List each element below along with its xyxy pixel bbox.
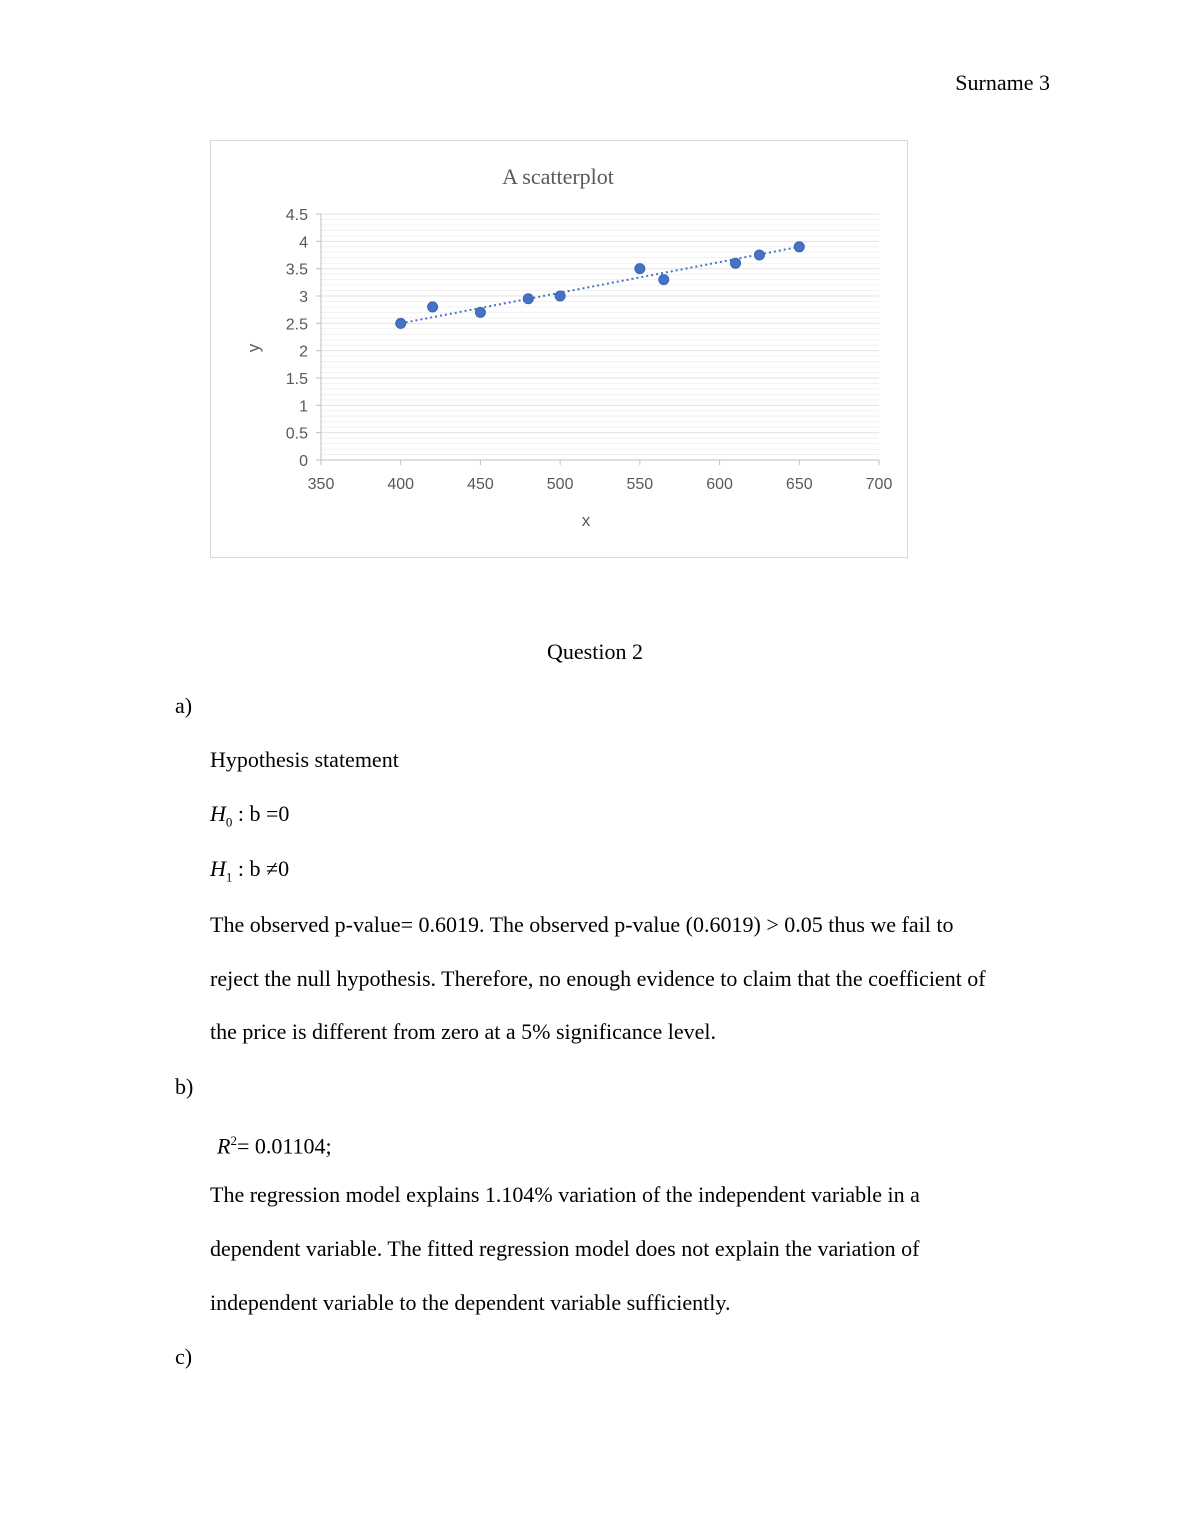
- x-tick-label: 600: [706, 476, 733, 493]
- alt-hypothesis: [210, 842, 289, 904]
- h0-text: : b =0: [232, 801, 290, 826]
- y-tick-label: 0.5: [285, 425, 308, 443]
- x-tick-label: 500: [546, 476, 574, 493]
- y-tick-label: 1: [299, 398, 308, 416]
- data-point: [731, 258, 741, 268]
- part-a-label: a): [175, 693, 193, 718]
- data-point: [754, 250, 764, 260]
- chart-svg: [211, 141, 909, 559]
- r2-text: = 0.01104;: [236, 1133, 332, 1159]
- h0-symbol: H: [210, 801, 226, 826]
- x-tick-label: 400: [387, 476, 415, 493]
- data-point: [659, 275, 669, 285]
- part-a-line-3: the price is different from zero at a 5% significance level.: [210, 1019, 716, 1044]
- part-a-line-2: reject the null hypothesis. Therefore, no enough evidence to claim that the coefficient of: [210, 966, 986, 991]
- y-tick-label: 2: [299, 343, 308, 361]
- r-squared: [217, 1114, 332, 1173]
- h1-subscript: 1: [225, 869, 233, 885]
- part-b-line-1: The regression model explains 1.104% variation of the independent variable in a: [210, 1182, 920, 1207]
- data-point: [555, 291, 565, 301]
- data-point: [396, 318, 406, 328]
- part-b-line-2: dependent variable. The fitted regression model does not explain the variation of: [210, 1236, 920, 1261]
- h1-text: : b ≠0: [232, 856, 290, 881]
- x-tick-label: 650: [785, 476, 813, 493]
- y-tick-label: 0: [299, 453, 308, 470]
- y-tick-label: 3.5: [285, 261, 308, 279]
- part-b-line-3: independent variable to the dependent variable sufficiently.: [210, 1290, 731, 1315]
- x-tick-label: 450: [467, 476, 494, 493]
- y-axis-label: y: [244, 343, 263, 353]
- r2-superscript: 2: [230, 1133, 237, 1148]
- part-a-line-1: The observed p-value= 0.6019. The observed p-value (0.6019) > 0.05 thus we fail to: [210, 912, 954, 937]
- data-point: [523, 294, 533, 304]
- x-tick-label: 700: [865, 476, 893, 493]
- x-tick-label: 350: [307, 476, 335, 493]
- hypothesis-heading: Hypothesis statement: [210, 747, 399, 772]
- data-point: [794, 242, 804, 252]
- scatterplot-chart: [210, 140, 908, 558]
- x-axis-label: x: [581, 511, 591, 530]
- y-tick-label: 1.5: [285, 371, 308, 388]
- null-hypothesis: [210, 787, 289, 849]
- h0-subscript: 0: [225, 814, 233, 830]
- chart-title: A scatterplot: [502, 164, 614, 189]
- r2-symbol: R: [217, 1133, 231, 1159]
- y-tick-label: 2.5: [285, 316, 308, 334]
- part-b-label: b): [175, 1074, 194, 1099]
- part-c-label: c): [175, 1344, 193, 1369]
- h1-symbol: H: [210, 856, 226, 881]
- y-tick-label: 4: [299, 234, 308, 252]
- question-title: Question 2: [547, 639, 643, 664]
- y-tick-label: 4.5: [285, 207, 308, 224]
- y-tick-label: 3: [299, 289, 308, 306]
- page-header: Surname 3: [955, 70, 1050, 95]
- x-tick-label: 550: [626, 476, 654, 493]
- data-point: [475, 307, 485, 317]
- data-point: [635, 264, 645, 274]
- data-point: [428, 302, 438, 312]
